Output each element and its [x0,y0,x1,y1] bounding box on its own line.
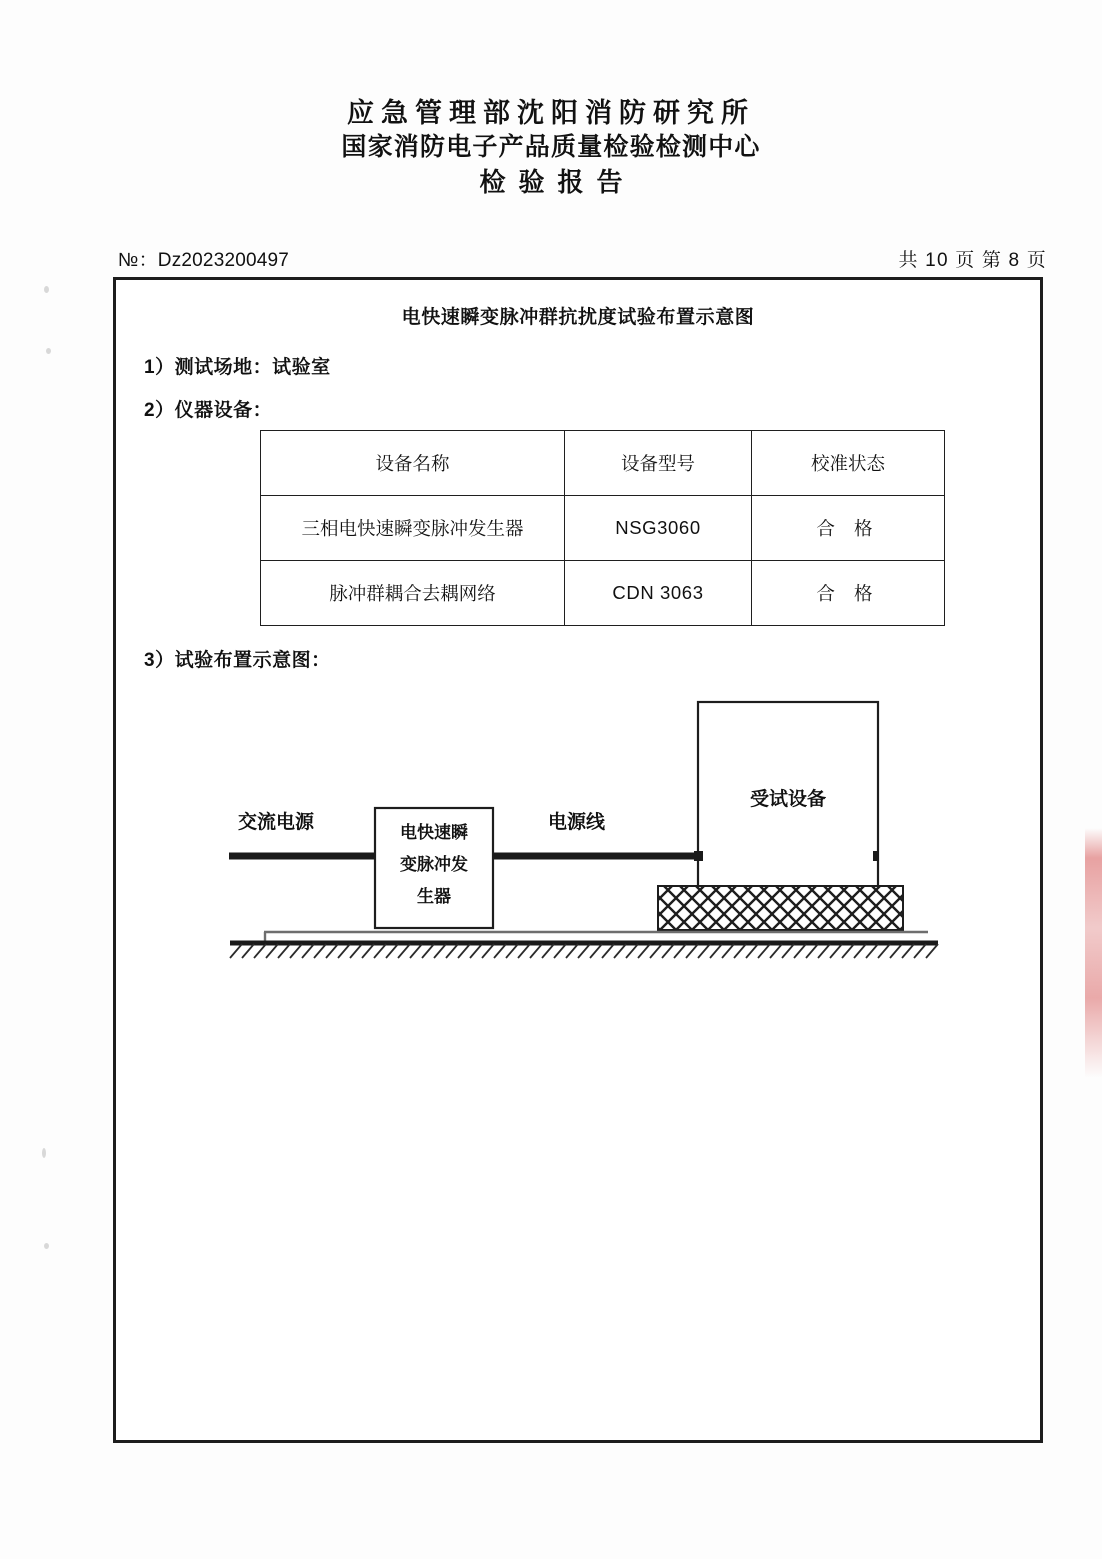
list-item-instruments: 2）仪器设备： [144,400,273,421]
test-setup-diagram [116,690,1040,1010]
eut-label: 受试设备 [749,789,827,810]
content-frame [113,277,1043,1443]
insulating-block [658,886,903,930]
document-number: №：Dz2023200497 [118,250,290,271]
table-row [261,496,945,561]
eut-right-connector [873,851,879,861]
eut-left-connector [694,851,703,861]
scan-speck [44,286,49,293]
column-header-calibration-status: 校准状态 [752,431,945,496]
cell-calibration-status: 合 格 [752,561,945,626]
scan-speck [46,348,51,354]
document-meta-row [118,245,1047,271]
table-row [261,561,945,626]
cell-calibration-status: 合 格 [752,496,945,561]
page-number-info: 共 10 页 第 8 页 [898,250,1047,271]
equipment-table [260,430,945,626]
list-item-test-site: 1）测试场地：试验室 [144,357,331,378]
eft-generator-label-line1: 电快速瞬 [400,823,468,842]
ground-hatching [230,944,938,958]
cell-equipment-model: NSG3060 [565,496,752,561]
document-header [0,96,1102,202]
scan-speck [44,1243,49,1249]
seal-stamp-edge-mark [1085,828,1102,1078]
cell-equipment-name: 脉冲群耦合去耦网络 [261,561,565,626]
cell-equipment-name: 三相电快速瞬变脉冲发生器 [261,496,565,561]
report-title: 检验报告 [479,167,636,198]
eft-generator-label-line2: 变脉冲发 [400,855,468,874]
organization-name-line2: 国家消防电子产品质量检验检测中心 [341,132,761,161]
column-header-equipment-name: 设备名称 [261,431,565,496]
scan-speck [42,1148,46,1158]
eft-generator-label-line3: 生器 [417,887,451,906]
section-title: 电快速瞬变脉冲群抗扰度试验布置示意图 [401,307,755,328]
organization-name-line1: 应急管理部沈阳消防研究所 [347,98,755,128]
list-item-layout-diagram: 3）试验布置示意图： [144,650,331,671]
cell-equipment-model: CDN 3063 [565,561,752,626]
ac-source-label: 交流电源 [238,812,315,833]
table-header-row [261,431,945,496]
column-header-equipment-model: 设备型号 [565,431,752,496]
power-line-label: 电源线 [548,812,606,833]
